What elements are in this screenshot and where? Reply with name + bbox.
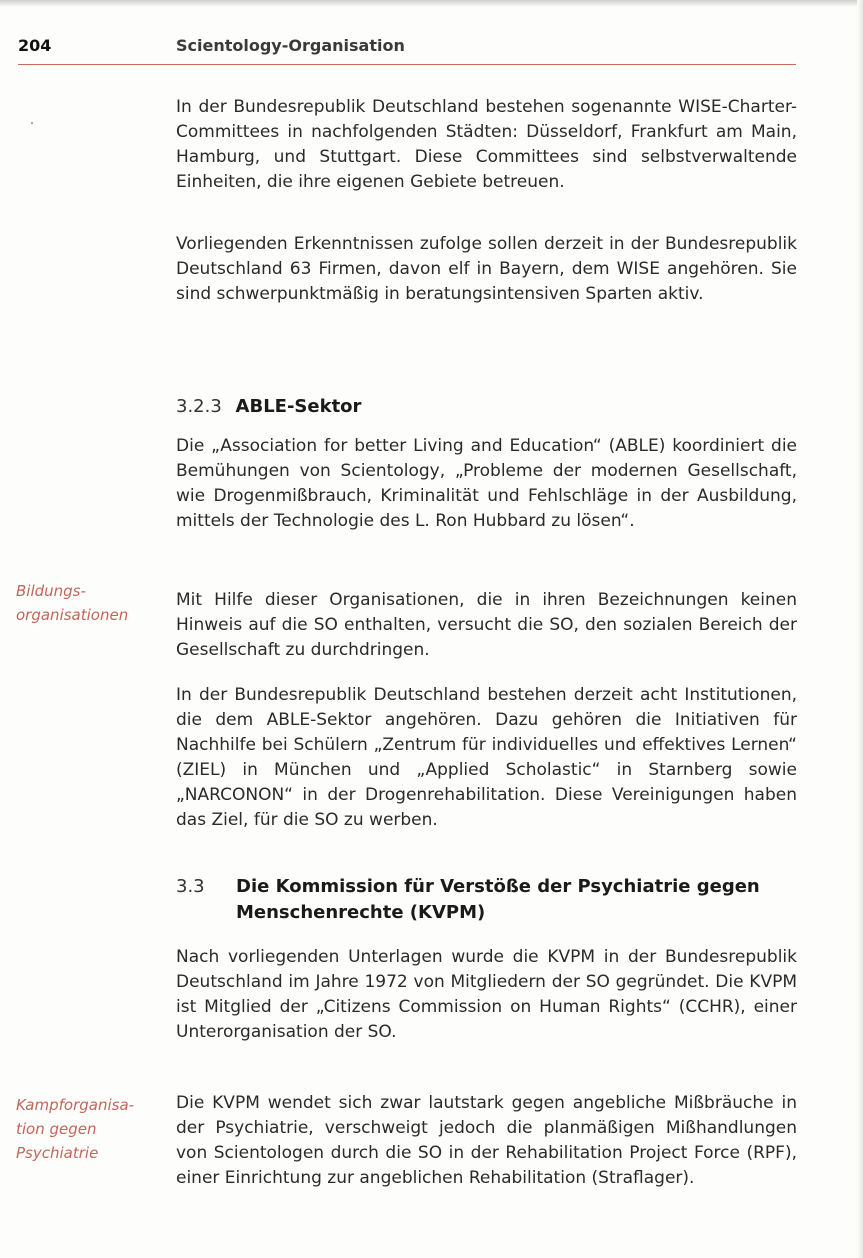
paragraph-able-institutions: In der Bundesrepublik Deutschland bestehen derzeit acht Institutionen, die dem ABLE-Sektor angehören. Dazu gehören die Initiativen für Nachhilfe bei Schülern „Zentrum für individuelles und effektives Lernen“ (ZIEL) in München und „Applied Scholastic“ in Starnberg sowie „NARCONON“ in der Drogenrehabilitation. Diese Vereinigungen haben das Ziel, für die SO zu werben.	[176, 685, 797, 830]
section-title: Die Kommission für Verstöße der Psychiatrie gegen Menschenrechte (KVPM)	[236, 876, 760, 923]
page-number: 204	[18, 36, 52, 55]
section-number: 3.2.3	[176, 396, 222, 417]
page-top-shadow	[0, 0, 863, 7]
paragraph-kvpm-founding: Nach vorliegenden Unterlagen wurde die KVPM in der Bundesrepublik Deutschland im Jahre 1972 von Mitgliedern der SO gegründet. Die KVPM ist Mitglied der „Citizens Commission on Human Rights“ (CCHR), einer Unterorganisation der SO.	[176, 947, 797, 1042]
section-title: ABLE-Sektor	[235, 396, 362, 417]
section-number: 3.3	[176, 876, 205, 897]
paragraph-able-intro: Die „Association for better Living and Education“ (ABLE) koordiniert die Bemühungen von Scientology, „Probleme der modernen Gesellschaft, wie Drogenmißbrauch, Kriminalität und Fehlschläge in der Ausbildung, mittels der Technologie des L. Ron Hubbard zu lösen“.	[176, 436, 797, 531]
paragraph-wise-firms: Vorliegenden Erkenntnissen zufolge sollen derzeit in der Bundesrepublik Deutschland 63 Firmen, davon elf in Bayern, dem WISE angehören. Sie sind schwerpunktmäßig in beratungsintensiven Sparten aktiv.	[176, 234, 797, 304]
paragraph-able-purpose: Mit Hilfe dieser Organisationen, die in ihren Bezeichnungen keinen Hinweis auf die SO enthalten, versucht die SO, den sozialen Bereich der Gesellschaft zu durchdringen.	[176, 590, 797, 660]
page-right-edge	[857, 0, 863, 1258]
section-heading-kvpm	[176, 874, 796, 926]
paragraph-kvpm-rpf: Die KVPM wendet sich zwar lautstark gegen angebliche Mißbräuche in der Psychiatrie, verschweigt jedoch die planmäßigen Mißhandlungen von Scientologen durch die SO in der Rehabilitation Project Force (RPF), einer Einrichtung zur angeblichen Rehabilitation (Straflager).	[176, 1093, 797, 1188]
section-heading-able	[176, 394, 796, 420]
paragraph-wise-committees: In der Bundesrepublik Deutschland bestehen sogenannte WISE-Charter-Committees in nachfolgenden Städten: Düsseldorf, Frankfurt am Main, Hamburg, und Stuttgart. Diese Committees sind selbstverwaltende Einheiten, die ihre eigenen Gebiete betreuen.	[176, 97, 797, 192]
speck	[31, 122, 33, 124]
header-rule	[18, 64, 796, 65]
margin-note-kampforganisation: Kampforganisa- tion gegen Psychiatrie	[16, 1096, 135, 1162]
margin-note-bildungsorganisationen: Bildungs- organisationen	[16, 582, 129, 624]
running-head: Scientology-Organisation	[176, 36, 405, 55]
